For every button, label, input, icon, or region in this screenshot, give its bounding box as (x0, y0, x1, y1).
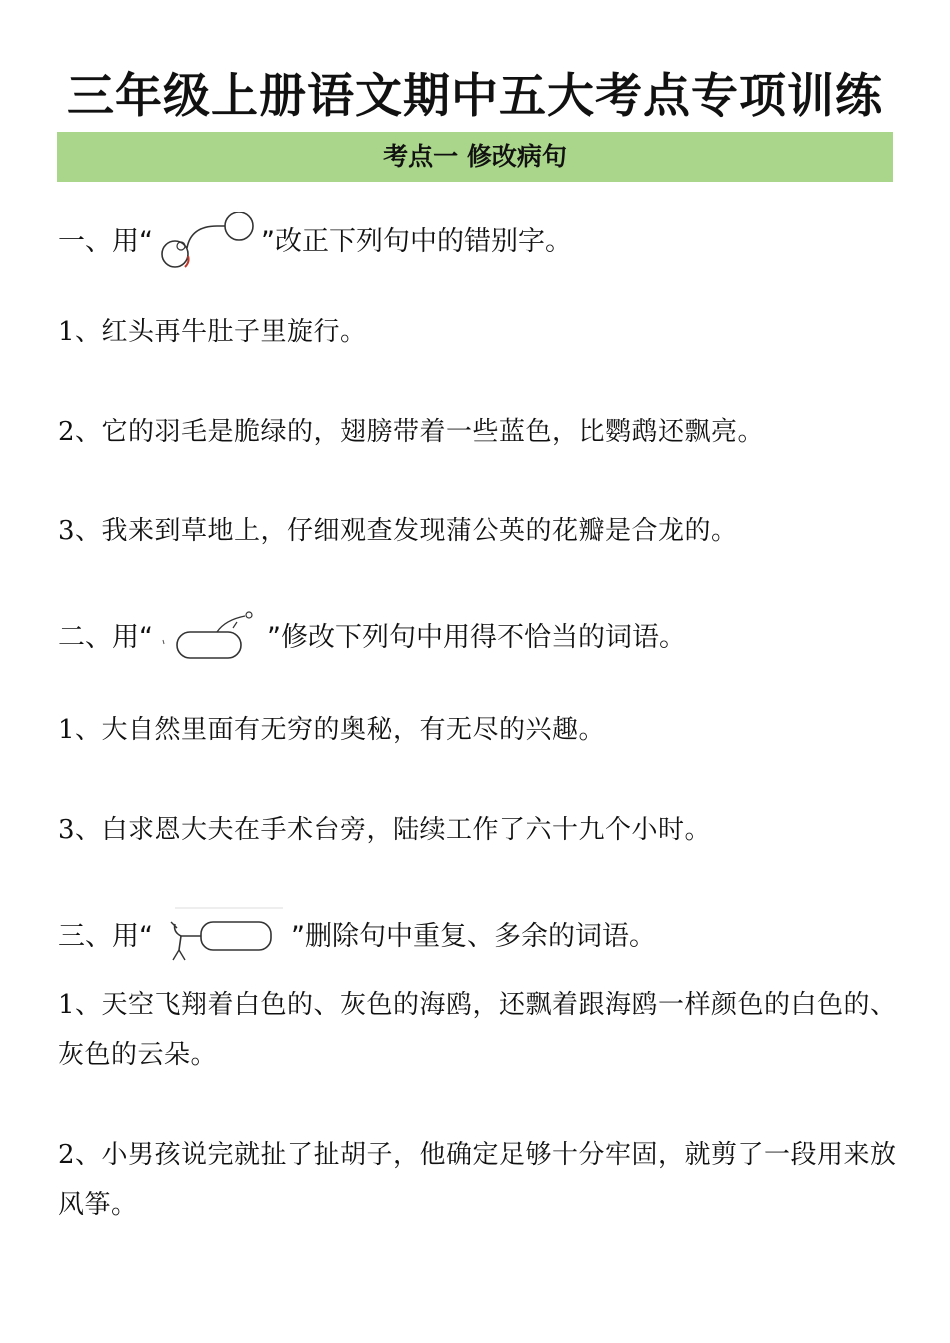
question-1-item-3: 3、我来到草地上，仔细观查发现蒲公英的花瓣是合龙的。 (58, 516, 738, 546)
question-3-item-1: 1、天空飞翔着白色的、灰色的海鸥，还飘着跟海鸥一样颜色的白色的、灰色的云朵。 (58, 990, 897, 1070)
question-1-item-2: 2、它的羽毛是脆绿的，翅膀带着一些蓝色，比鹦鹉还飘亮。 (58, 417, 765, 447)
question-2-heading (58, 610, 686, 666)
question-1-prefix: 一、用 (58, 226, 139, 257)
question-2-close-quote: ” (267, 622, 281, 653)
delete-mark-icon (157, 906, 287, 968)
question-3-heading (58, 906, 656, 968)
replace-mark-icon (155, 610, 265, 666)
question-3-prefix: 三、用 (58, 921, 139, 952)
question-2-prefix: 二、用 (58, 622, 139, 653)
question-2-item-2: 3、白求恩大夫在手术台旁，陆续工作了六十九个小时。 (58, 815, 712, 845)
question-1-heading (58, 212, 572, 272)
question-1-instruction: 改正下列句中的错别字。 (275, 226, 572, 257)
question-1-open-quote: “ (139, 226, 153, 257)
question-3-item-2: 2、小男孩说完就扯了扯胡子，他确定足够十分牢固，就剪了一段用来放风筝。 (58, 1140, 897, 1220)
section-label: 考点一 修改病句 (383, 142, 567, 171)
question-2-instruction: 修改下列句中用得不恰当的词语。 (281, 622, 686, 653)
question-1-close-quote: ” (261, 226, 275, 257)
page-title: 三年级上册语文期中五大考点专项训练 (67, 69, 883, 124)
question-2-open-quote: “ (139, 622, 153, 653)
question-3-close-quote: ” (291, 921, 305, 952)
question-2-item-1: 1、大自然里面有无穷的奥秘，有无尽的兴趣。 (58, 715, 606, 745)
correction-mark-icon (155, 212, 259, 272)
question-1-item-1: 1、红头再牛肚子里旋行。 (58, 317, 367, 347)
question-3-open-quote: “ (139, 921, 153, 952)
section-header (57, 132, 893, 182)
question-3-instruction: 删除句中重复、多余的词语。 (305, 921, 656, 952)
